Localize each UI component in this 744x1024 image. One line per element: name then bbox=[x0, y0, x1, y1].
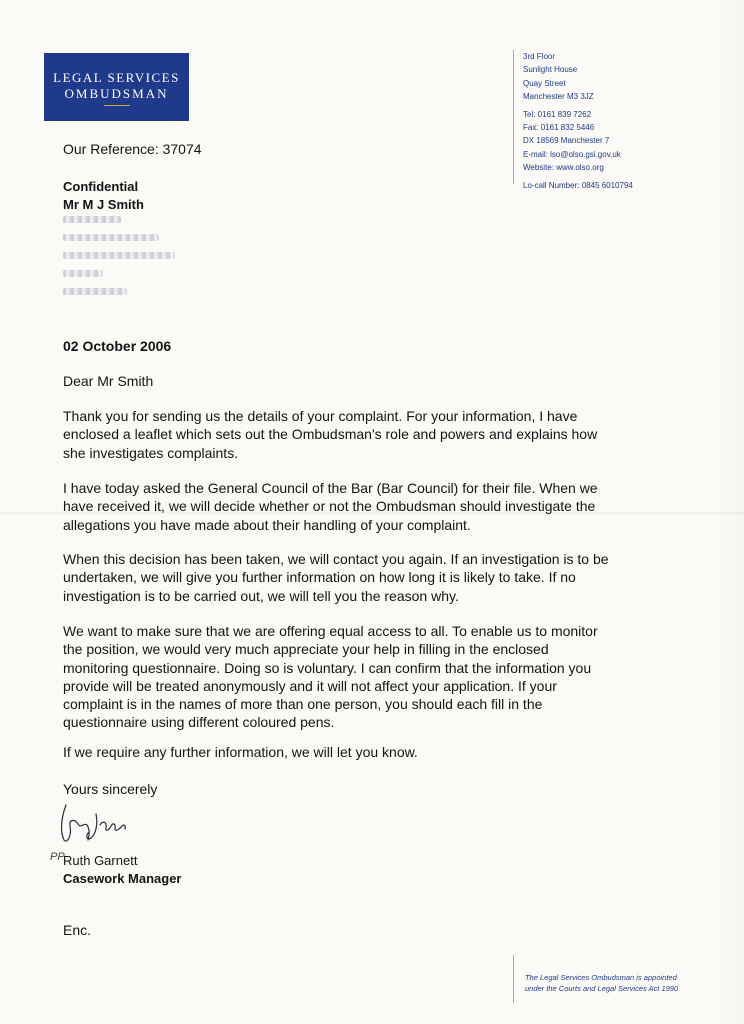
text-line: If we require any further information, we will let you know. bbox=[63, 744, 418, 760]
text-line: enclosed a leaflet which sets out the Ombudsman's role and powers and explains how bbox=[63, 426, 598, 443]
logo-line-1: LEGAL SERVICES bbox=[53, 70, 180, 85]
contact-building: Sunlight House bbox=[523, 65, 578, 75]
text-line: questionnaire using different coloured pens. bbox=[63, 714, 335, 731]
signer-title: Casework Manager bbox=[63, 871, 182, 886]
paragraph-5 bbox=[63, 743, 663, 761]
footer-note bbox=[513, 955, 713, 1003]
redacted-line bbox=[63, 288, 127, 295]
text-line: provide will be treated anonymously and it will not affect your application. If your bbox=[63, 677, 557, 694]
footer-line-1: The Legal Services Ombudsman is appointed bbox=[525, 973, 677, 982]
confidential-label: Confidential bbox=[63, 179, 139, 194]
text-line: the position, we would very much appreciate your help in filling in the enclosed bbox=[63, 641, 549, 658]
text-line: When this decision has been taken, we will contact you again. If an investigation is to be bbox=[63, 551, 609, 567]
contact-tel: Tel: 0161 839 7262 bbox=[523, 109, 592, 119]
text-line: monitoring questionnaire. Doing so is voluntary. I can confirm that the information you bbox=[63, 659, 592, 676]
signer-name: Ruth Garnett bbox=[63, 853, 138, 868]
contact-street: Quay Street bbox=[523, 78, 566, 88]
redacted-address bbox=[63, 216, 175, 306]
footer-line-2: under the Courts and Legal Services Act 1990 bbox=[525, 984, 679, 993]
paragraph-3 bbox=[63, 550, 663, 605]
paragraph-1 bbox=[63, 407, 663, 462]
enclosure-note: Enc. bbox=[63, 922, 92, 938]
reference: Our Reference: 37074 bbox=[63, 141, 202, 157]
text-line: have received it, we will decide whether or not the Ombudsman should investigate the bbox=[63, 498, 596, 515]
redacted-line bbox=[63, 252, 175, 259]
text-line: allegations you have made about their handling of your complaint. bbox=[63, 516, 471, 533]
contact-fax: Fax: 0161 832 5446 bbox=[523, 123, 595, 133]
text-line: undertaken, we will give you further information on how long it is likely to take. If no bbox=[63, 569, 576, 586]
ombudsman-logo bbox=[44, 53, 189, 121]
closing: Yours sincerely bbox=[63, 781, 158, 797]
contact-email: E-mail: lso@olso.gsi.gov.uk bbox=[523, 149, 621, 159]
pp-mark: PP bbox=[50, 851, 65, 863]
text-line: Thank you for sending us the details of your complaint. For your information, I have bbox=[63, 408, 578, 424]
contact-dx: DX 18569 Manchester 7 bbox=[523, 136, 610, 146]
recipient-block bbox=[63, 178, 144, 214]
text-line: I have today asked the General Council of the Bar (Bar Council) for their file. When we bbox=[63, 480, 598, 496]
redacted-line bbox=[63, 234, 159, 241]
paragraph-2 bbox=[63, 479, 663, 534]
redacted-line bbox=[63, 216, 121, 223]
text-line: We want to make sure that we are offering equal access to all. To enable us to monitor bbox=[63, 623, 598, 639]
contact-website: Website: www.olso.org bbox=[523, 163, 604, 173]
text-line: complaint is in the names of more than one person, you should each fill in the bbox=[63, 696, 543, 713]
paragraph-4 bbox=[63, 622, 663, 732]
signer-block bbox=[63, 852, 182, 888]
text-line: she investigates complaints. bbox=[63, 444, 239, 461]
contact-floor: 3rd Floor bbox=[523, 52, 556, 61]
redacted-line bbox=[63, 270, 103, 277]
text-line: investigation is to be carried out, we will tell you the reason why. bbox=[63, 587, 459, 604]
contact-locall: Lo-call Number: 0845 6010794 bbox=[523, 180, 633, 190]
salutation: Dear Mr Smith bbox=[63, 373, 154, 389]
letter-date: 02 October 2006 bbox=[63, 338, 172, 354]
recipient-name: Mr M J Smith bbox=[63, 197, 144, 212]
logo-line-2: OMBUDSMAN bbox=[64, 86, 169, 101]
handwritten-signature bbox=[52, 800, 152, 850]
contact-city: Manchester M3 3JZ bbox=[523, 92, 594, 102]
logo-rule bbox=[104, 105, 130, 106]
contact-block bbox=[513, 50, 703, 190]
